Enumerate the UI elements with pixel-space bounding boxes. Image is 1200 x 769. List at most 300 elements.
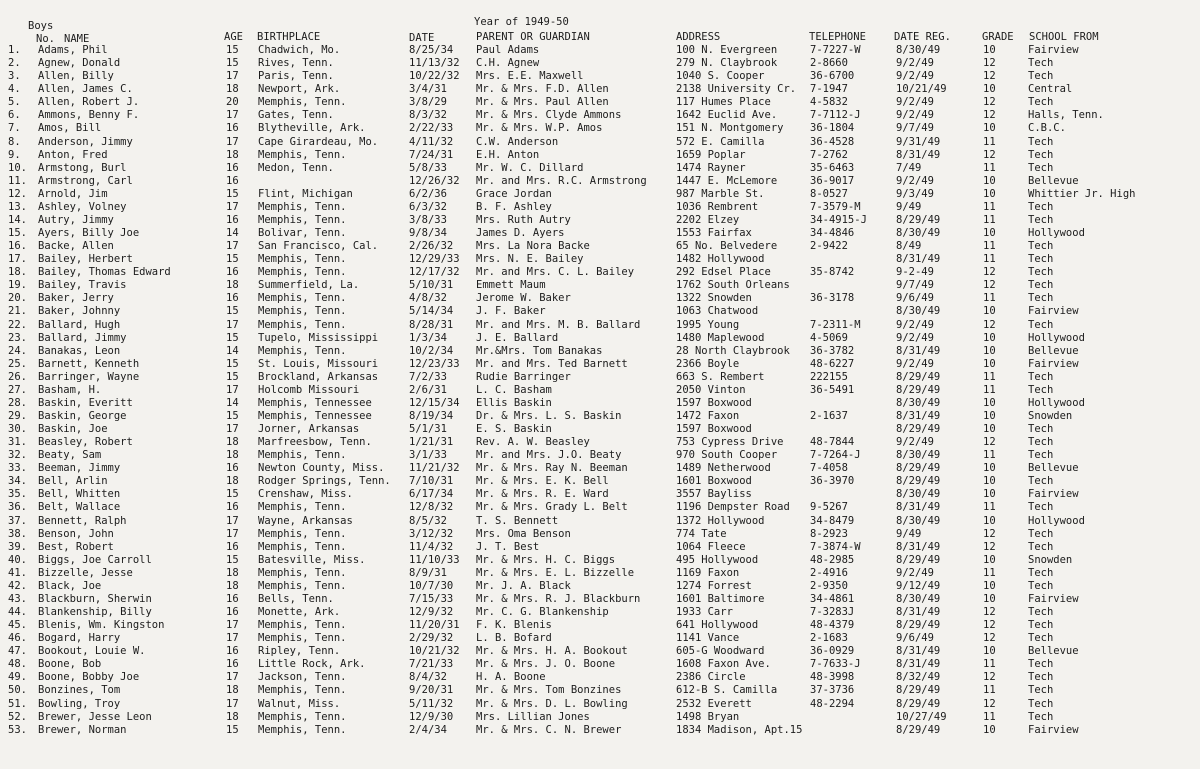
- school-from: Snowden: [1028, 410, 1073, 422]
- grade: 10: [983, 305, 996, 318]
- birth-date: 1/21/31: [409, 436, 454, 449]
- date-registered: 9/2/49: [896, 357, 934, 370]
- birthplace: Bolivar, Tenn.: [258, 227, 347, 239]
- header-address: ADDRESS: [676, 31, 721, 43]
- birth-date: 12/9/32: [409, 606, 454, 618]
- school-from: Snowden: [1028, 553, 1073, 566]
- school-from: Tech: [1028, 632, 1054, 645]
- telephone: 7-3283J: [810, 606, 855, 618]
- school-from: Tech: [1028, 527, 1054, 540]
- student-name: Anton, Fred: [38, 148, 108, 161]
- date-registered: 9/2/49: [896, 318, 934, 331]
- age: 18: [226, 684, 239, 697]
- telephone: 8-2923: [810, 527, 848, 540]
- grade: 11: [983, 383, 996, 396]
- birth-date: 10/7/30: [409, 579, 454, 592]
- grade: 11: [983, 710, 996, 723]
- student-name: Ammons, Benny F.: [38, 109, 140, 122]
- school-from: Bellevue: [1028, 344, 1079, 357]
- birth-date: 8/4/32: [409, 671, 447, 684]
- telephone: 35-8742: [810, 266, 855, 279]
- parent-guardian: Mr. & Mrs. F.D. Allen: [476, 83, 609, 96]
- address: 1040 S. Cooper: [676, 70, 765, 83]
- age: 16: [226, 645, 239, 658]
- birthplace: Memphis, Tenn.: [258, 318, 347, 331]
- student-name: Bookout, Louie W.: [38, 645, 146, 658]
- telephone: 48-2294: [810, 697, 855, 710]
- age: 17: [226, 619, 239, 632]
- birth-date: 10/22/32: [409, 70, 460, 83]
- school-from: Bellevue: [1028, 174, 1079, 187]
- grade: 12: [983, 57, 996, 70]
- row-number: 46.: [8, 632, 27, 645]
- student-row: [0, 632, 1200, 645]
- school-from: Whittier Jr. High: [1028, 187, 1136, 200]
- address: 1063 Chatwood: [676, 305, 759, 318]
- parent-guardian: Grace Jordan: [476, 187, 552, 200]
- birthplace: Jackson, Tenn.: [258, 671, 347, 684]
- telephone: 7-3579-M: [810, 200, 861, 213]
- address: 774 Tate: [676, 527, 727, 540]
- student-row: [0, 253, 1200, 266]
- row-number: 11.: [8, 174, 27, 187]
- row-number: 18.: [8, 266, 27, 279]
- telephone: 2-1637: [810, 410, 848, 422]
- student-name: Ballard, Hugh: [38, 318, 121, 331]
- parent-guardian: L. B. Bofard: [476, 632, 552, 645]
- birth-date: 12/9/30: [409, 710, 454, 723]
- parent-guardian: C.H. Agnew: [476, 57, 540, 70]
- parent-guardian: Mr. & Mrs. J. O. Boone: [476, 658, 616, 671]
- telephone: 48-2985: [810, 553, 855, 566]
- address: 1995 Young: [676, 318, 740, 331]
- year-title: Year of 1949-50: [474, 16, 569, 28]
- student-name: Bogard, Harry: [38, 632, 121, 645]
- school-from: Central: [1028, 83, 1073, 96]
- grade: 12: [983, 671, 996, 684]
- telephone: 36-0929: [810, 645, 855, 658]
- age: 15: [226, 187, 239, 200]
- address: 1482 Hollywood: [676, 253, 765, 266]
- parent-guardian: Mrs. Ruth Autry: [476, 213, 571, 226]
- age: 16: [226, 540, 239, 553]
- row-number: 24.: [8, 344, 27, 357]
- date-registered: 8/32/49: [896, 671, 941, 684]
- grade: 12: [983, 70, 996, 83]
- age: 16: [226, 161, 239, 174]
- student-row: [0, 240, 1200, 253]
- student-row: [0, 528, 1200, 541]
- row-number: 29.: [8, 410, 27, 422]
- birth-date: 11/13/32: [409, 57, 460, 70]
- date-registered: 8/29/49: [896, 370, 941, 383]
- row-number: 12.: [8, 187, 27, 200]
- row-number: 23.: [8, 331, 27, 344]
- date-registered: 9/3/49: [896, 187, 934, 200]
- birth-date: 9/20/31: [409, 684, 454, 697]
- school-from: Fairview: [1028, 305, 1079, 318]
- student-name: Amos, Bill: [38, 122, 102, 135]
- birth-date: 12/29/33: [409, 253, 460, 266]
- student-row: [0, 96, 1200, 109]
- parent-guardian: Mr. & Mrs. Paul Allen: [476, 96, 609, 109]
- birthplace: Memphis, Tenn.: [258, 449, 347, 462]
- student-row: [0, 671, 1200, 684]
- grade: 10: [983, 187, 996, 200]
- student-name: Brewer, Jesse Leon: [38, 710, 152, 723]
- birthplace: Bells, Tenn.: [258, 592, 334, 605]
- age: 16: [226, 606, 239, 618]
- row-number: 44.: [8, 606, 27, 618]
- student-row: [0, 580, 1200, 593]
- date-registered: 9/6/49: [896, 292, 934, 305]
- age: 17: [226, 514, 239, 527]
- student-name: Allen, Robert J.: [38, 96, 140, 109]
- school-from: Tech: [1028, 148, 1054, 161]
- school-from: Tech: [1028, 253, 1054, 266]
- parent-guardian: Mr. & Mrs. H. A. Bookout: [476, 645, 628, 658]
- parent-guardian: J. F. Baker: [476, 305, 546, 318]
- date-registered: 8/31/49: [896, 501, 941, 514]
- grade: 12: [983, 436, 996, 449]
- student-row: [0, 606, 1200, 619]
- birth-date: 10/2/34: [409, 344, 454, 357]
- grade: 12: [983, 148, 996, 161]
- row-number: 30.: [8, 423, 27, 435]
- row-number: 53.: [8, 723, 27, 736]
- student-name: Bennett, Ralph: [38, 514, 127, 527]
- school-from: Tech: [1028, 383, 1054, 396]
- grade: 11: [983, 449, 996, 462]
- date-registered: 9/2/49: [896, 57, 934, 70]
- school-from: Fairview: [1028, 488, 1079, 501]
- row-number: 25.: [8, 357, 27, 370]
- address: 663 S. Rembert: [676, 370, 765, 383]
- date-registered: 7/49: [896, 161, 922, 174]
- birth-date: 5/11/32: [409, 697, 454, 710]
- student-row: [0, 711, 1200, 724]
- school-from: Halls, Tenn.: [1028, 109, 1104, 122]
- student-name: Biggs, Joe Carroll: [38, 553, 152, 566]
- parent-guardian: F. K. Blenis: [476, 619, 552, 632]
- date-registered: 8/31/49: [896, 606, 941, 618]
- date-registered: 8/30/49: [896, 305, 941, 318]
- grade: 10: [983, 462, 996, 475]
- age: 16: [226, 292, 239, 305]
- school-from: C.B.C.: [1028, 122, 1066, 135]
- birth-date: 1/3/34: [409, 331, 447, 344]
- address: 572 E. Camilla: [676, 135, 765, 148]
- student-row: [0, 475, 1200, 488]
- school-from: Tech: [1028, 266, 1054, 279]
- age: 16: [226, 592, 239, 605]
- address: 2386 Circle: [676, 671, 746, 684]
- grade: 10: [983, 227, 996, 239]
- birth-date: 6/17/34: [409, 488, 454, 501]
- birth-date: 11/10/33: [409, 553, 460, 566]
- parent-guardian: E.H. Anton: [476, 148, 540, 161]
- age: 17: [226, 109, 239, 122]
- parent-guardian: Dr. & Mrs. L. S. Baskin: [476, 410, 622, 422]
- date-registered: 8/31/49: [896, 658, 941, 671]
- birth-date: 8/28/31: [409, 318, 454, 331]
- row-number: 2.: [8, 57, 21, 70]
- grade: 10: [983, 174, 996, 187]
- age: 17: [226, 135, 239, 148]
- row-number: 20.: [8, 292, 27, 305]
- student-name: Beaty, Sam: [38, 449, 102, 462]
- age: 17: [226, 200, 239, 213]
- date-registered: 8/30/49: [896, 514, 941, 527]
- row-number: 17.: [8, 253, 27, 266]
- date-registered: 8/29/49: [896, 423, 941, 435]
- grade: 12: [983, 527, 996, 540]
- school-from: Fairview: [1028, 44, 1079, 56]
- birthplace: Memphis, Tenn.: [258, 200, 347, 213]
- grade: 12: [983, 632, 996, 645]
- parent-guardian: Mr. W. C. Dillard: [476, 161, 584, 174]
- student-row: [0, 593, 1200, 606]
- row-number: 28.: [8, 396, 27, 409]
- birth-date: 4/11/32: [409, 135, 454, 148]
- age: 17: [226, 697, 239, 710]
- parent-guardian: Mr. & Mrs. Ray N. Beeman: [476, 462, 628, 475]
- telephone: 222155: [810, 370, 848, 383]
- header-birthplace: BIRTHPLACE: [257, 31, 321, 43]
- grade: 11: [983, 501, 996, 514]
- school-from: Tech: [1028, 658, 1054, 671]
- parent-guardian: Mr. & Mrs. E. L. Bizzelle: [476, 566, 635, 579]
- birth-date: 2/22/33: [409, 122, 454, 135]
- birth-date: 12/17/32: [409, 266, 460, 279]
- student-row: [0, 501, 1200, 514]
- student-row: [0, 384, 1200, 397]
- age: 17: [226, 318, 239, 331]
- grade: 10: [983, 410, 996, 422]
- birth-date: 12/8/32: [409, 501, 454, 514]
- address: 753 Cypress Drive: [676, 436, 784, 449]
- parent-guardian: Mr. and Mrs. C. L. Bailey: [476, 266, 635, 279]
- address: 987 Marble St.: [676, 187, 765, 200]
- telephone: 35-6463: [810, 161, 855, 174]
- grade: 10: [983, 592, 996, 605]
- telephone: 9-5267: [810, 501, 848, 514]
- telephone: 7-7633-J: [810, 658, 861, 671]
- student-name: Bizzelle, Jesse: [38, 566, 133, 579]
- address: 1608 Faxon Ave.: [676, 658, 771, 671]
- student-name: Baskin, Everitt: [38, 396, 133, 409]
- student-row: [0, 397, 1200, 410]
- telephone: 7-4058: [810, 462, 848, 475]
- school-from: Tech: [1028, 96, 1054, 109]
- birthplace: Marfreesbow, Tenn.: [258, 436, 372, 449]
- row-number: 40.: [8, 553, 27, 566]
- student-name: Bowling, Troy: [38, 697, 121, 710]
- age: 18: [226, 436, 239, 449]
- age: 14: [226, 396, 239, 409]
- address: 151 N. Montgomery: [676, 122, 784, 135]
- parent-guardian: Mr. & Mrs. R. J. Blackburn: [476, 592, 641, 605]
- grade: 10: [983, 514, 996, 527]
- telephone: 36-4528: [810, 135, 855, 148]
- school-from: Tech: [1028, 240, 1054, 253]
- address: 612-B S. Camilla: [676, 684, 778, 697]
- student-row: [0, 645, 1200, 658]
- age: 20: [226, 96, 239, 109]
- grade: 12: [983, 266, 996, 279]
- grade: 12: [983, 318, 996, 331]
- age: 14: [226, 344, 239, 357]
- age: 17: [226, 240, 239, 253]
- parent-guardian: Mr. and Mrs. M. B. Ballard: [476, 318, 641, 331]
- grade: 11: [983, 240, 996, 253]
- age: 14: [226, 227, 239, 239]
- school-from: Tech: [1028, 135, 1054, 148]
- student-row: [0, 188, 1200, 201]
- parent-guardian: H. A. Boone: [476, 671, 546, 684]
- birth-date: 3/1/33: [409, 449, 447, 462]
- parent-guardian: Mr. and Mrs. Ted Barnett: [476, 357, 628, 370]
- grade: 11: [983, 213, 996, 226]
- telephone: 36-5491: [810, 383, 855, 396]
- date-registered: 9/31/49: [896, 135, 941, 148]
- date-registered: 9/2/49: [896, 331, 934, 344]
- row-number: 48.: [8, 658, 27, 671]
- birth-date: 3/8/29: [409, 96, 447, 109]
- address: 65 No. Belvedere: [676, 240, 778, 253]
- student-row: [0, 122, 1200, 135]
- row-number: 27.: [8, 383, 27, 396]
- grade: 11: [983, 658, 996, 671]
- school-from: Tech: [1028, 566, 1054, 579]
- age: 16: [226, 213, 239, 226]
- school-from: Tech: [1028, 279, 1054, 292]
- student-row: [0, 109, 1200, 122]
- grade: 10: [983, 723, 996, 736]
- age: 15: [226, 488, 239, 501]
- school-from: Tech: [1028, 318, 1054, 331]
- row-number: 1.: [8, 44, 21, 56]
- grade: 12: [983, 697, 996, 710]
- parent-guardian: L. C. Basham: [476, 383, 552, 396]
- school-from: Bellevue: [1028, 645, 1079, 658]
- telephone: 7-2311-M: [810, 318, 861, 331]
- date-registered: 8/31/49: [896, 344, 941, 357]
- student-name: Baker, Johnny: [38, 305, 121, 318]
- header-date-reg: DATE REG.: [894, 31, 951, 43]
- student-name: Ashley, Volney: [38, 200, 127, 213]
- grade: 12: [983, 279, 996, 292]
- row-number: 26.: [8, 370, 27, 383]
- date-registered: 9/6/49: [896, 632, 934, 645]
- address: 28 North Claybrook: [676, 344, 790, 357]
- birthplace: Medon, Tenn.: [258, 161, 334, 174]
- birth-date: 6/2/36: [409, 187, 447, 200]
- age: 16: [226, 266, 239, 279]
- school-from: Tech: [1028, 449, 1054, 462]
- student-name: Ballard, Jimmy: [38, 331, 127, 344]
- birthplace: Memphis, Tenn.: [258, 148, 347, 161]
- student-row: [0, 149, 1200, 162]
- age: 15: [226, 553, 239, 566]
- birth-date: 5/14/34: [409, 305, 454, 318]
- birth-date: 2/6/31: [409, 383, 447, 396]
- student-name: Arnold, Jim: [38, 187, 108, 200]
- student-row: [0, 201, 1200, 214]
- student-row: [0, 319, 1200, 332]
- school-from: Tech: [1028, 697, 1054, 710]
- student-row: [0, 175, 1200, 188]
- student-name: Baskin, George: [38, 410, 127, 422]
- birthplace: Chadwich, Mo.: [258, 44, 341, 56]
- row-number: 38.: [8, 527, 27, 540]
- birth-date: 4/8/32: [409, 292, 447, 305]
- birth-date: 2/26/32: [409, 240, 454, 253]
- row-number: 42.: [8, 579, 27, 592]
- age: 17: [226, 70, 239, 83]
- birthplace: Wayne, Arkansas: [258, 514, 353, 527]
- date-registered: 9/2/49: [896, 70, 934, 83]
- student-row: [0, 449, 1200, 462]
- header-name: NAME: [64, 33, 90, 45]
- birth-date: 12/23/33: [409, 357, 460, 370]
- parent-guardian: Jerome W. Baker: [476, 292, 571, 305]
- parent-guardian: Mr. & Mrs. E. K. Bell: [476, 475, 609, 488]
- student-name: Bailey, Herbert: [38, 253, 133, 266]
- birthplace: Memphis, Tenn.: [258, 266, 347, 279]
- date-registered: 8/30/49: [896, 449, 941, 462]
- date-registered: 8/31/49: [896, 410, 941, 422]
- address: 2532 Everett: [676, 697, 752, 710]
- birthplace: Batesville, Miss.: [258, 553, 366, 566]
- student-row: [0, 619, 1200, 632]
- student-row: [0, 292, 1200, 305]
- student-name: Bailey, Thomas Edward: [38, 266, 171, 279]
- grade: 11: [983, 370, 996, 383]
- date-registered: 8/30/49: [896, 592, 941, 605]
- student-row: [0, 70, 1200, 83]
- parent-guardian: Mr. & Mrs. Tom Bonzines: [476, 684, 622, 697]
- student-row: [0, 136, 1200, 149]
- row-number: 8.: [8, 135, 21, 148]
- address: 1933 Carr: [676, 606, 733, 618]
- row-number: 22.: [8, 318, 27, 331]
- age: 18: [226, 83, 239, 96]
- student-row: [0, 658, 1200, 671]
- date-registered: 8/29/49: [896, 697, 941, 710]
- birthplace: St. Louis, Missouri: [258, 357, 379, 370]
- address: 605-G Woodward: [676, 645, 765, 658]
- telephone: 2-1683: [810, 632, 848, 645]
- address: 1474 Rayner: [676, 161, 746, 174]
- parent-guardian: Mrs. La Nora Backe: [476, 240, 590, 253]
- student-name: Armstrong, Carl: [38, 174, 133, 187]
- date-registered: 8/30/49: [896, 227, 941, 239]
- student-row: [0, 724, 1200, 737]
- telephone: 2-9422: [810, 240, 848, 253]
- address: 1834 Madison, Apt.15: [676, 723, 803, 736]
- age: 17: [226, 527, 239, 540]
- student-row: [0, 305, 1200, 318]
- row-number: 7.: [8, 122, 21, 135]
- date-registered: 8/29/49: [896, 553, 941, 566]
- birthplace: Paris, Tenn.: [258, 70, 334, 83]
- address: 1447 E. McLemore: [676, 174, 778, 187]
- address: 292 Edsel Place: [676, 266, 771, 279]
- age: 15: [226, 44, 239, 56]
- birth-date: 8/19/34: [409, 410, 454, 422]
- address: 1762 South Orleans: [676, 279, 790, 292]
